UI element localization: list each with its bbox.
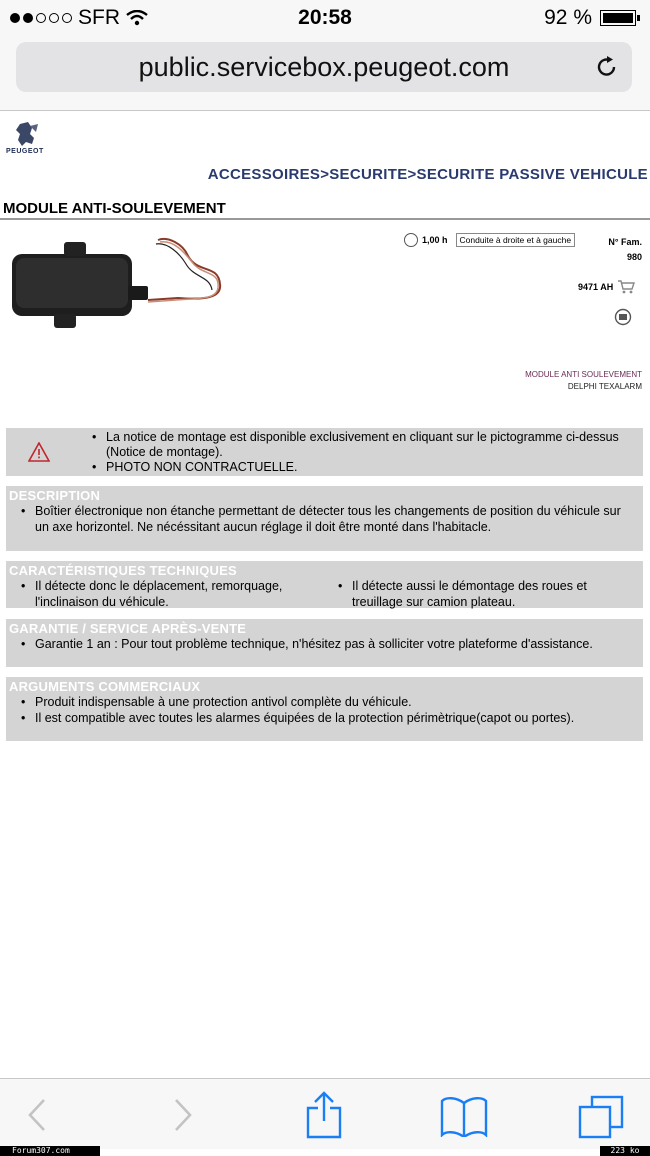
back-icon[interactable]: [26, 1097, 48, 1133]
part-reference: [578, 280, 635, 294]
reload-icon[interactable]: [594, 54, 620, 80]
duration-value: 1,00 h: [422, 235, 448, 245]
battery-icon: [600, 10, 636, 26]
warranty-section: [6, 619, 643, 667]
family-number-value: 980: [626, 252, 642, 262]
brand-logo-text: PEUGEOT: [6, 148, 44, 155]
list-item: • Produit indispensable à une protection antivol complète du véhicule.: [21, 694, 637, 710]
family-number-label: N° Fam.: [608, 237, 642, 247]
list-item: • Il est compatible avec toutes les alarmes équipées de la protection périmètrique(capot ou portes).: [21, 710, 637, 726]
carrier-name: SFR: [78, 6, 120, 29]
mounting-type-box[interactable]: Conduite à droite et à gauche: [456, 233, 576, 247]
technical-section: [6, 561, 643, 608]
forward-icon[interactable]: [172, 1097, 194, 1133]
watermark-left: Forum307.com: [0, 1146, 100, 1156]
list-item: • Garantie 1 an : Pour tout problème technique, n'hésitez pas à solliciter votre plateforme d'assistance.: [21, 636, 637, 652]
product-photo: [8, 234, 233, 334]
tabs-icon[interactable]: [578, 1095, 624, 1139]
list-item: • Boîtier électronique non étanche permettant de détecter tous les changements de position du véhicule sur un axe horizontel. Ne nécéssitant aucun réglage il doit être monté dans l'habitacle.: [21, 503, 637, 535]
bookmarks-icon[interactable]: [440, 1097, 488, 1137]
notice-box: [6, 428, 643, 476]
warning-icon: [28, 442, 50, 462]
share-icon[interactable]: [304, 1091, 344, 1139]
section-heading: GARANTIE / SERVICE APRÈS-VENTE: [9, 621, 247, 636]
battery-percent: 92 %: [544, 6, 592, 29]
list-item: • Il détecte donc le déplacement, remorquage, l'inclinaison du véhicule.: [21, 578, 320, 610]
notice-list: [90, 430, 630, 475]
battery-status: [544, 6, 636, 30]
labour-time: [404, 233, 575, 247]
list-item: • Il détecte aussi le démontage des roues et treuillage sur camion plateau.: [338, 578, 637, 610]
status-bar: [0, 0, 650, 36]
clock-icon: [404, 233, 418, 247]
section-heading: CARACTÉRISTIQUES TECHNIQUES: [9, 563, 237, 578]
description-section: [6, 486, 643, 551]
sales-arguments-section: [6, 677, 643, 741]
list-item: • PHOTO NON CONTRACTUELLE.: [90, 460, 630, 475]
reference-number: 9471 AH: [578, 282, 614, 292]
title-divider: [0, 218, 650, 220]
url-text[interactable]: public.servicebox.peugeot.com: [138, 52, 510, 82]
section-heading: DESCRIPTION: [9, 488, 101, 503]
page-title: MODULE ANTI-SOULEVEMENT: [3, 200, 226, 217]
module-name: MODULE ANTI SOULEVEMENT: [525, 370, 642, 379]
module-brand: DELPHI TEXALARM: [567, 382, 642, 391]
browser-toolbar: [0, 1078, 650, 1149]
cart-icon[interactable]: [617, 280, 635, 294]
mounting-notice-icon[interactable]: [614, 308, 632, 326]
clock-time: 20:58: [298, 6, 352, 29]
breadcrumb[interactable]: ACCESSOIRES>SECURITE>SECURITE PASSIVE VEHICULE: [207, 166, 648, 183]
address-bar[interactable]: [16, 42, 632, 92]
list-item: • La notice de montage est disponible exclusivement en cliquant sur le pictogramme ci-dessus (Notice de montage).: [90, 430, 630, 460]
section-heading: ARGUMENTS COMMERCIAUX: [9, 679, 201, 694]
browser-address-area: [0, 36, 650, 111]
watermark-right: 223 ko: [600, 1146, 650, 1156]
